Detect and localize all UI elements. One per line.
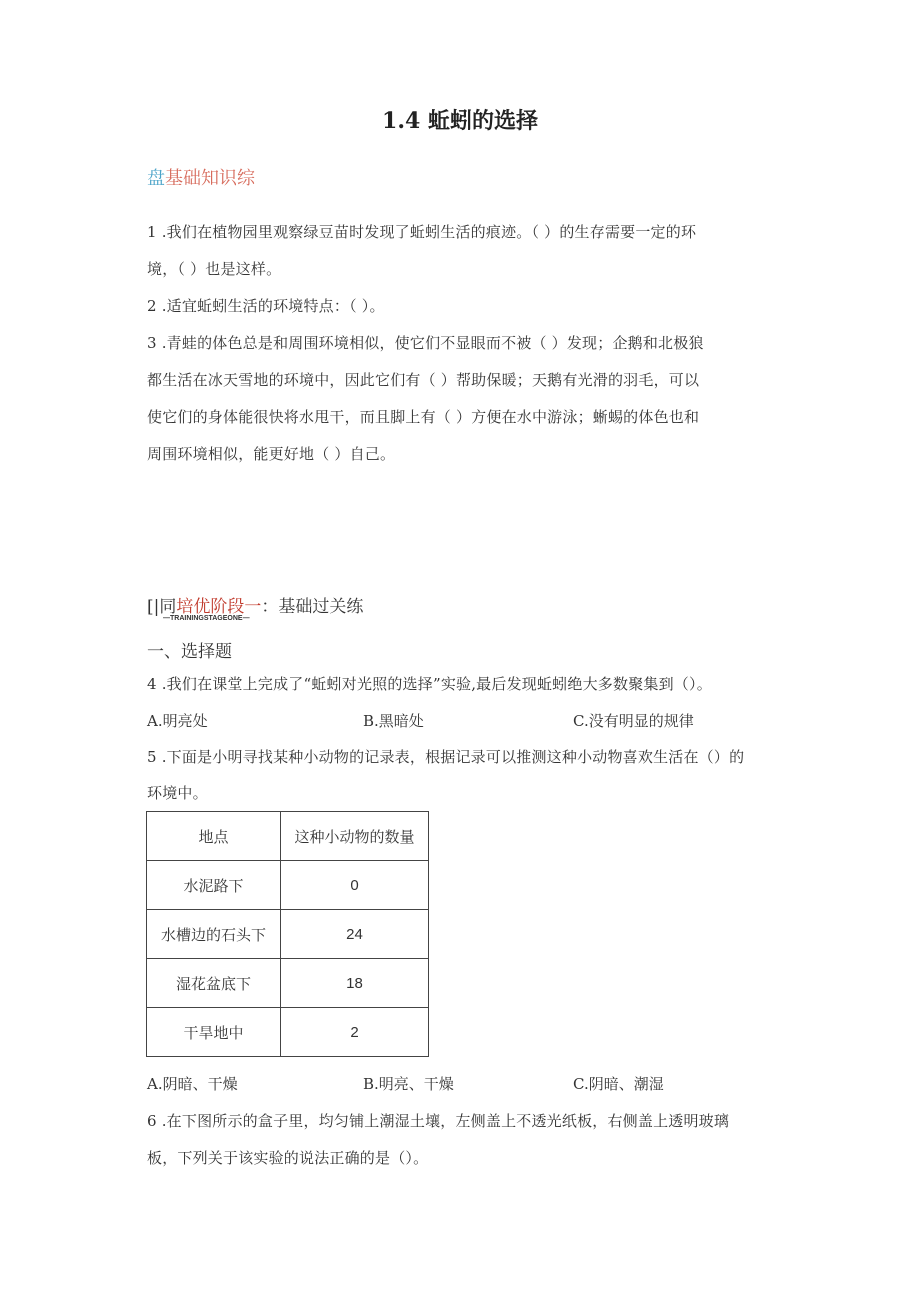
table-cell-count: 2	[281, 1008, 429, 1057]
question-4-option-b: B.黑暗处	[363, 712, 424, 730]
question-6-line-2: 板，下列关于该实验的说法正确的是（）。	[147, 1149, 429, 1167]
question-5-line-1: 5 .下面是小明寻找某种小动物的记录表，根据记录可以推测这种小动物喜欢生活在（）的	[147, 748, 745, 766]
question-4-option-a: A.明亮处	[147, 712, 208, 730]
table-row	[147, 959, 429, 1008]
question-4: 4 .我们在课堂上完成了“蚯蚓对光照的选择”实验,最后发现蚯蚓绝大多数聚集到（）。	[147, 675, 712, 693]
question-5-option-c: C.阴暗、潮湿	[573, 1075, 664, 1093]
table-row	[147, 861, 429, 910]
question-5-option-a: A.阴暗、干燥	[147, 1075, 238, 1093]
record-table	[146, 811, 429, 1057]
section-heading-text: 基础知识综	[165, 168, 255, 189]
table-cell-location: 干旱地中	[147, 1008, 281, 1057]
question-3-line-4: 周围环境相似，能更好地（ ）自己。	[147, 445, 396, 463]
choice-section-heading: 一、选择题	[147, 642, 232, 662]
table-cell-count: 24	[281, 910, 429, 959]
section-heading-basics	[147, 164, 255, 190]
question-2: 2 .适宜蚯蚓生活的环境特点：（ ）。	[147, 297, 385, 315]
section-heading-stage: 培优阶段一	[176, 597, 262, 617]
table-row	[147, 910, 429, 959]
section-heading-icon-char: 盘	[147, 168, 165, 189]
question-3-line-2: 都生活在冰天雪地的环境中，因此它们有（ ）帮助保暖；天鹅有光滑的羽毛，可以	[147, 371, 700, 389]
section-subcaption: —TRAININGSTAGEONE—	[163, 615, 250, 622]
question-1-line-1: 1 .我们在植物园里观察绿豆苗时发现了蚯蚓生活的痕迹。（ ）的生存需要一定的环	[147, 223, 697, 241]
table-cell-count: 18	[281, 959, 429, 1008]
question-5-line-2: 环境中。	[147, 784, 208, 802]
table-cell-location: 水槽边的石头下	[147, 910, 281, 959]
question-3-line-3: 使它们的身体能很快将水甩干，而且脚上有（ ）方便在水中游泳；蜥蜴的体色也和	[147, 408, 700, 426]
question-3-line-1: 3 .青蛙的体色总是和周围环境相似，使它们不显眼而不被（ ）发现；企鹅和北极狼	[147, 334, 704, 352]
section-heading-training	[147, 592, 363, 617]
question-6-line-1: 6 .在下图所示的盒子里，均匀铺上潮湿土壤，左侧盖上不透光纸板，右侧盖上透明玻璃	[147, 1112, 730, 1130]
table-cell-count: 0	[281, 861, 429, 910]
table-row	[147, 1008, 429, 1057]
question-4-option-c: C.没有明显的规律	[573, 712, 694, 730]
table-cell-location: 水泥路下	[147, 861, 281, 910]
table-header-row	[147, 812, 429, 861]
table-header-location: 地点	[147, 812, 281, 861]
section-heading-prefix: [|同	[147, 597, 177, 617]
table-cell-location: 湿花盆底下	[147, 959, 281, 1008]
question-1-line-2: 境，（ ）也是这样。	[147, 260, 282, 278]
question-5-option-b: B.明亮、干燥	[363, 1075, 454, 1093]
table-header-count: 这种小动物的数量	[281, 812, 429, 861]
section-heading-suffix: ：基础过关练	[261, 597, 364, 617]
page-title: 1.4 蚯蚓的选择	[382, 108, 538, 134]
